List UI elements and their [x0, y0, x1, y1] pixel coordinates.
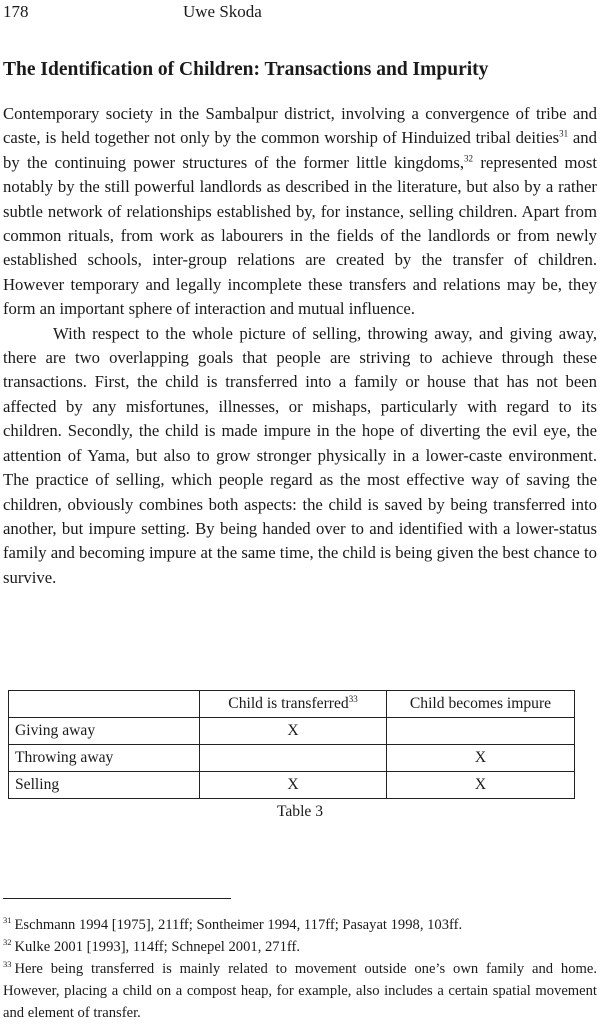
paragraph-1-part-c: represented most notably by the still powerful landlords as described in the literature, but also by a rather subtle network of relationships established by, for instance, selling children. Apart from common rituals, from work as labourers in the fields of the landlords or from newly established schools, inter-group relations are created by the transfer of children. However temporary and legally incomplete these transfers and relations may be, they form an important sphere of interaction and mutual influence.	[3, 152, 598, 319]
footnote-mark: 33	[3, 959, 12, 970]
footnote-mark: 32	[3, 937, 12, 948]
footnote-mark: 31	[3, 915, 12, 926]
table-header-blank	[9, 691, 200, 718]
running-author: Uwe Skoda	[183, 2, 262, 21]
paragraph-1-part-b: and by the continuing power structures of the former little kingdoms,	[3, 128, 597, 172]
cell-impure: X	[387, 772, 575, 799]
table-header-row	[9, 691, 575, 718]
section-heading: The Identification of Children: Transactions and Impurity	[3, 59, 489, 80]
row-label: Throwing away	[9, 745, 200, 772]
cell-transferred: X	[200, 718, 387, 745]
row-label: Giving away	[9, 718, 200, 745]
table-row	[9, 718, 575, 745]
table-row	[9, 745, 575, 772]
running-header	[3, 2, 597, 26]
cell-impure	[387, 718, 575, 745]
footnote-text: Eschmann 1994 [1975], 211ff; Sontheimer 1994, 117ff; Pasayat 1998, 103ff.	[14, 917, 463, 933]
cell-transferred: X	[200, 772, 387, 799]
footnote	[3, 936, 597, 958]
row-label: Selling	[9, 772, 200, 799]
cell-impure: X	[387, 745, 575, 772]
footnote-ref-32: 32	[464, 153, 474, 164]
footnote-text: Kulke 2001 [1993], 114ff; Schnepel 2001, 271ff.	[14, 939, 300, 955]
table-header-transferred	[200, 691, 387, 718]
body-text	[3, 102, 597, 590]
transactions-table	[8, 690, 575, 799]
footnotes	[3, 914, 597, 1024]
footnote	[3, 958, 597, 1024]
footnote-ref-31: 31	[559, 128, 569, 139]
table-header-impure: Child becomes impure	[387, 691, 575, 718]
paragraph-1-part-a: Contemporary society in the Sambalpur district, involving a convergence of tribe and caste, is held together not only by the common worship of Hinduized tribal deities	[3, 104, 597, 148]
table-caption: Table 3	[276, 803, 324, 820]
footnote-text: Here being transferred is mainly related to movement outside one’s own family and home. However, placing a child on a compost heap, for example, also includes a certain spatial movement and element of transfer.	[3, 961, 597, 1021]
footnote-divider	[3, 898, 231, 899]
cell-transferred	[200, 745, 387, 772]
paragraph-1	[3, 102, 597, 322]
table-row	[9, 772, 575, 799]
table-header-transferred-label: Child is transferred	[228, 695, 349, 712]
page-number: 178	[3, 2, 29, 21]
paragraph-2: With respect to the whole picture of selling, throwing away, and giving away, there are two overlapping goals that people are striving to achieve through these transactions. First, the child is transferred into a family or house that has not been affected by any misfortunes, illnesses, or mishaps, particularly with regard to its children. Secondly, the child is made impure in the hope of diverting the evil eye, the attention of Yama, but also to grow stronger physically in a lower-caste environment. The practice of selling, which people regard as the most effective way of saving the children, obviously combines both aspects: the child is saved by being transferred into another, but impure setting. By being handed over to and identified with a lower-status family and becoming impure at the same time, the child is being given the best chance to survive.	[3, 323, 597, 587]
footnote-ref-33: 33	[348, 693, 358, 704]
footnote	[3, 914, 597, 936]
